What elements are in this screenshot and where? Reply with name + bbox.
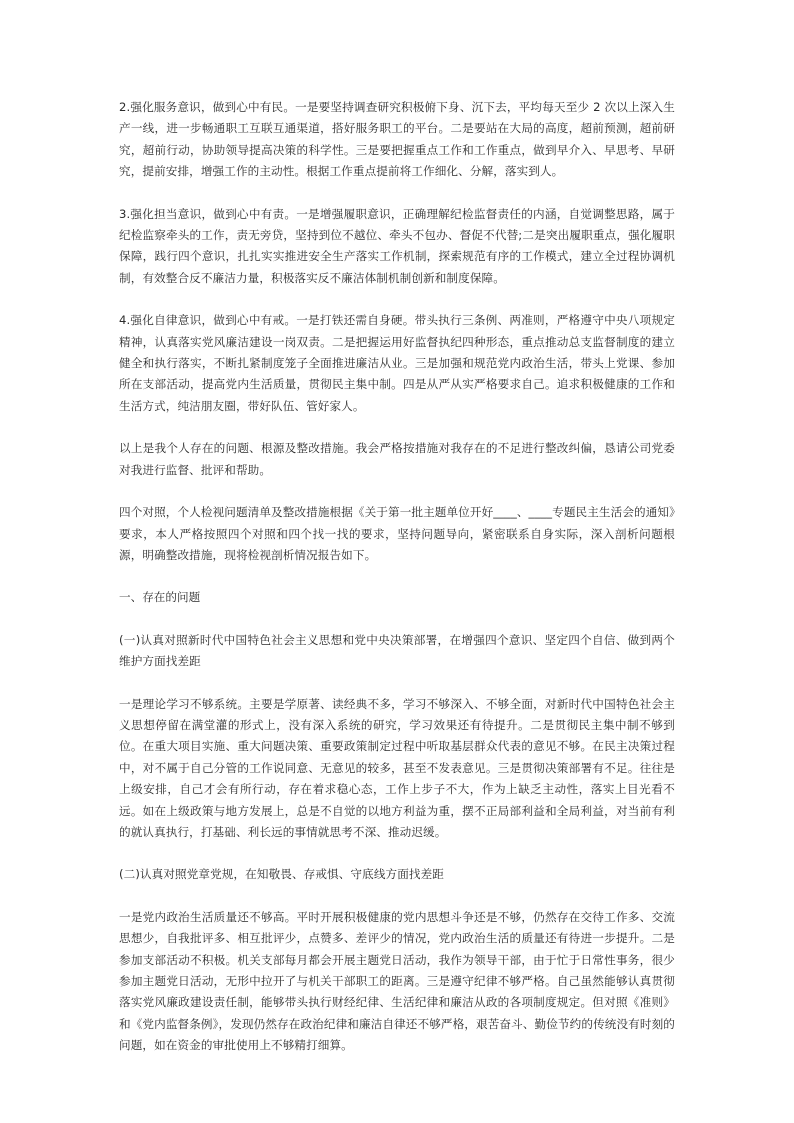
paragraph-gap <box>119 843 675 864</box>
paragraph-gap <box>119 183 675 204</box>
paragraph-intro: 四个对照，个人检视问题清单及整改措施根据《关于第一批主题单位开好____、____专题民主生活会的通知》要求，本人严格按照四个对照和四个找一找的要求，坚持问题导向，紧密联系自身实际，深入剖析问题根源，明确整改措施，现将检视剖析情况报告如下。 <box>119 505 675 562</box>
paragraph-party-life: 一是党内政治生活质量还不够高。平时开展积极健康的党内思想斗争还是不够，仍然存在交待工作多、交流思想少，自我批评多、相互批评少，点赞多、差评少的情况，党内政治生活的质量还有待进一步提升。二是参加支部活动不积极。机关支部每月都会开展主题党日活动，我作为领导干部，由于忙于日常性事务，很少参加主题党日活动，无形中拉开了与机关干部职工的距离。三是遵守纪律不够严格。自己虽然能够认真贯彻落实党风廉政建设责任制，能够带头执行财经纪律、生活纪律和廉洁从政的各项制度规定。但对照《准则》和《党内监督条例》，发现仍然存在政治纪律和廉洁自律还不够严格，艰苦奋斗、勤俭节约的传统没有时刻的问题，如在资金的审批使用上不够精打细算。 <box>119 909 675 1053</box>
subheading-party-rules: (二)认真对照党章党规，在知敬畏、存戒惧、守底线方面找差距 <box>119 867 444 882</box>
subheading-theory: (一)认真对照新时代中国特色社会主义思想和党中央决策部署，在增强四个意识、坚定四个自信、做到两个维护方面找差距 <box>119 632 675 669</box>
paragraph-gap <box>119 886 675 907</box>
paragraph-gap <box>119 481 675 502</box>
paragraph-service-awareness: 2.强化服务意识，做到心中有民。一是要坚持调查研究积极俯下身、沉下去，平均每天至少 2 次以上深入生产一线，进一步畅通职工互联互通渠道，搭好服务职工的平台。二是要站在大局的高度，超前预测，超前研究，超前行动，协助领导提高决策的科学性。三是要把握重点工作和工作重点，做到早介入、早思考、早研究，提前安排，增强工作的主动性。根据工作重点提前将工作细化、分解，落实到人。 <box>119 100 675 179</box>
paragraph-self-discipline-awareness: 4.强化自律意识，做到心中有戒。一是打铁还需自身硬。带头执行三条例、两准则，严格遵守中央八项规定精神，认真落实党风廉洁建设一岗双责。二是把握运用好监督执纪四种形态，重点推动总支监督制度的建立健全和执行落实，不断扎紧制度笼子全面推进廉洁从业。三是加强和规范党内政治生活，带头上党课、参加所在支部活动，提高党内生活质量，贯彻民主集中制。四是从严从实严格要求自己。追求积极健康的工作和生活方式，纯洁朋友圈，带好队伍、管好家人。 <box>119 313 675 413</box>
paragraph-gap <box>119 566 675 587</box>
paragraph-responsibility-awareness: 3.强化担当意识，做到心中有责。一是增强履职意识，正确理解纪检监督责任的内涵，自觉调整思路，属于纪检监察牵头的工作，责无旁贷，坚持到位不越位、牵头不包办、督促不代替;二是突出履职重点，强化履职保障，践行四个意识，扎扎实实推进安全生产落实工作机制，探索规范有序的工作模式，建立全过程协调机制，有效整合反不廉洁力量，积极落实反不廉洁体制机制创新和制度保障。 <box>119 206 675 285</box>
paragraph-gap <box>119 289 675 310</box>
paragraph-gap <box>119 609 675 630</box>
paragraph-summary: 以上是我个人存在的问题、根源及整改措施。我会严格按措施对我存在的不足进行整改纠偏，恳请公司党委对我进行监督、批评和帮助。 <box>119 441 675 477</box>
document-body <box>119 97 675 1057</box>
paragraph-gap <box>119 673 675 694</box>
paragraph-gap <box>119 417 675 438</box>
paragraph-theory-study: 一是理论学习不够系统。主要是学原著、读经典不多，学习不够深入、不够全面，对新时代中国特色社会主义思想停留在满堂灌的形式上，没有深入系统的研究，学习效果还有待提升。二是贯彻民主集中制不够到位。在重大项目实施、重大问题决策、重要政策制定过程中听取基层群众代表的意见不够。在民主决策过程中，对不属于自己分管的工作说同意、无意见的较多，甚至不发表意见。三是贯彻决策部署有不足。往往是上级安排，自己才会有所行动，存在着求稳心态，工作上步子不大，作为上缺乏主动性，落实上目光看不远。如在上级政策与地方发展上，总是不自觉的以地方利益为重，摆不正局部利益和全局利益，对当前有利的就认真执行，打基础、利长远的事情就思考不深、推动迟缓。 <box>119 696 675 839</box>
section-heading-problems: 一、存在的问题 <box>119 590 201 605</box>
